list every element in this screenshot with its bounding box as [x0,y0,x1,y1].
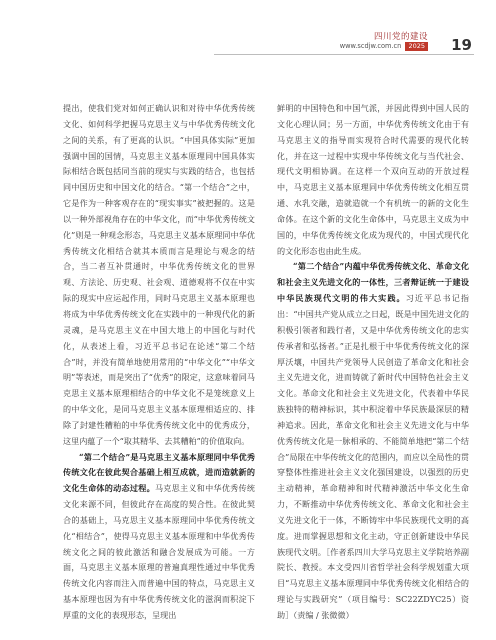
left-column [63,101,255,624]
paragraph-body: 马克思主义和中华优秀传统文化来源不同，但彼此存在高度的契合性。在彼此契合的基础上，马克思主义基本原理同中华优秀传统文化“相结合”，使得马克思主义基本原理和中华优秀传统文化之间的彼此激活和融合发展成为可能。一方面，马克思主义基本原理的普遍真理性通过中华优秀传统文化内容而注入而普遍中国的特点，马克思主义基本原理也因为有中华优秀传统文化的滋润而积淀下厚重的文化的表现形态，呈现出 [63,483,255,620]
paragraph: 提出，使我们党对如何正确认识和对待中华优秀传统文化、如何科学把握马克思主义与中华优秀传统文化之间的关系，有了更高的认识。“中国具体实际”更加强调中国的国情，马克思主义基本原理同中国具体实际相结合既包括同当前的现实与实践的结合，也包括同中国历史和中国文化的结合。“第一个结合”之中，它是作为一种客观存在的“现实事实”被把握的。这是以一种外部视角存在的中华文化，而“中华优秀传统文化”则是一种观念形态，马克思主义基本原理同中华优秀传统文化相结合就其本质而言是理论与观念的结合，当二者互补贯通时，中华优秀传统文化的世界观、方法论、历史观、社会观、道德观将不仅在中实际的现实中应运起作用，同时马克思主义基本原理也将成为中华优秀传统文化在实践中的一种现代化的新灵魂，是马克思主义在中国大地上的中国化与时代化，从表述上看，习近平总书记在论述“第二个结合”时，并没有简单地使用常用的“中华文化”“中华文明”等表述，而是突出了“优秀”的限定，这意味着同马克思主义基本原理相结合的中华文化不是笼统意义上的中华文化，是同马克思主义基本原理相适应的、排除了封建性糟粕的中华优秀传统文化中的优秀成分，这里内蕴了一个“取其精华、去其糟粕”的价值取向。 [63,103,255,446]
header-divider [214,54,474,55]
paragraph [63,450,255,624]
paragraph-body: 习近平总书记指出：“中国共产党从成立之日起，既是中国先进文化的积极引领者和践行者，又是中华优秀传统文化的忠实传承者和弘扬者。”正是扎根于中华优秀传统文化的深厚沃壤，中国共产党领导人民创造了革命文化和社会主义先进文化，进而铸就了新时代中国特色社会主义文化。革命文化和社会主义先进文化，代表着中华民族独特的精神标识，其中积淀着中华民族最深层的精神追求。因此，革命文化和社会主义先进文化与中华优秀传统文化是一脉相承的、不能简单地把“第二个结合”局限在中华传统文化的范围内，而应以全局性的贯穿整体性推进社会主义文化强国建设，以强烈的历史主动精神，革命精神和时代精神激活中华文化生命力，不断推动中华优秀传统文化、革命文化和社会主义先进文化于一体，不断铸牢中华民族现代文明的高度。进而掌握思想和文化主动，守正创新建设中华民族现代文明。［作者系四川大学马克思主义学院培养副院长、教授。本文受四川省哲学社会科学规划重大项目“马克思主义基本原理同中华优秀传统文化相结合的理论与实践研究”（项目编号：SC22ZDYC25）资助］（责编 / 张微微） [277,293,469,620]
paragraph: 鲜明的中国特色和中国气派，并因此得到中国人民的文化心理认同；另一方面，中华优秀传统文化由于有马克思主义的指导而实现符合时代需要的现代化转化，并在这一过程中实现中华传统文化与当代社会、现代文明相协调。在这样一个双向互动的开放过程中，马克思主义基本原理同中华优秀传统文化相互贯通、水乳交融，造就造就一个有机统一的新的文化生命体。在这个新的文化生命体中，马克思主义成为中国的，中华优秀传统文化成为现代的，中国式现代化的文化形态也由此生成。 [277,103,469,256]
page-number: 19 [451,36,472,54]
year-badge: 2025 [405,42,428,51]
magazine-title: 四川党的建设 [373,32,428,42]
magazine-url [340,42,428,51]
paragraph-lead: “第二个结合”内蕴中华优秀传统文化、革命文化和社会主义先进文化的一体性，三者辩证统一于建设中华民族现代文明的伟大实践。 [277,261,469,304]
url-text: www.scdjw.com.cn [339,42,402,50]
paragraph-lead: “第二个结合”是马克思主义基本原理同中华优秀传统文化在彼此契合基础上相互成就，进而造就新的文化生命体的动态过程。 [63,451,255,494]
page-header [214,30,474,56]
right-column [277,101,469,624]
paragraph [277,259,469,623]
